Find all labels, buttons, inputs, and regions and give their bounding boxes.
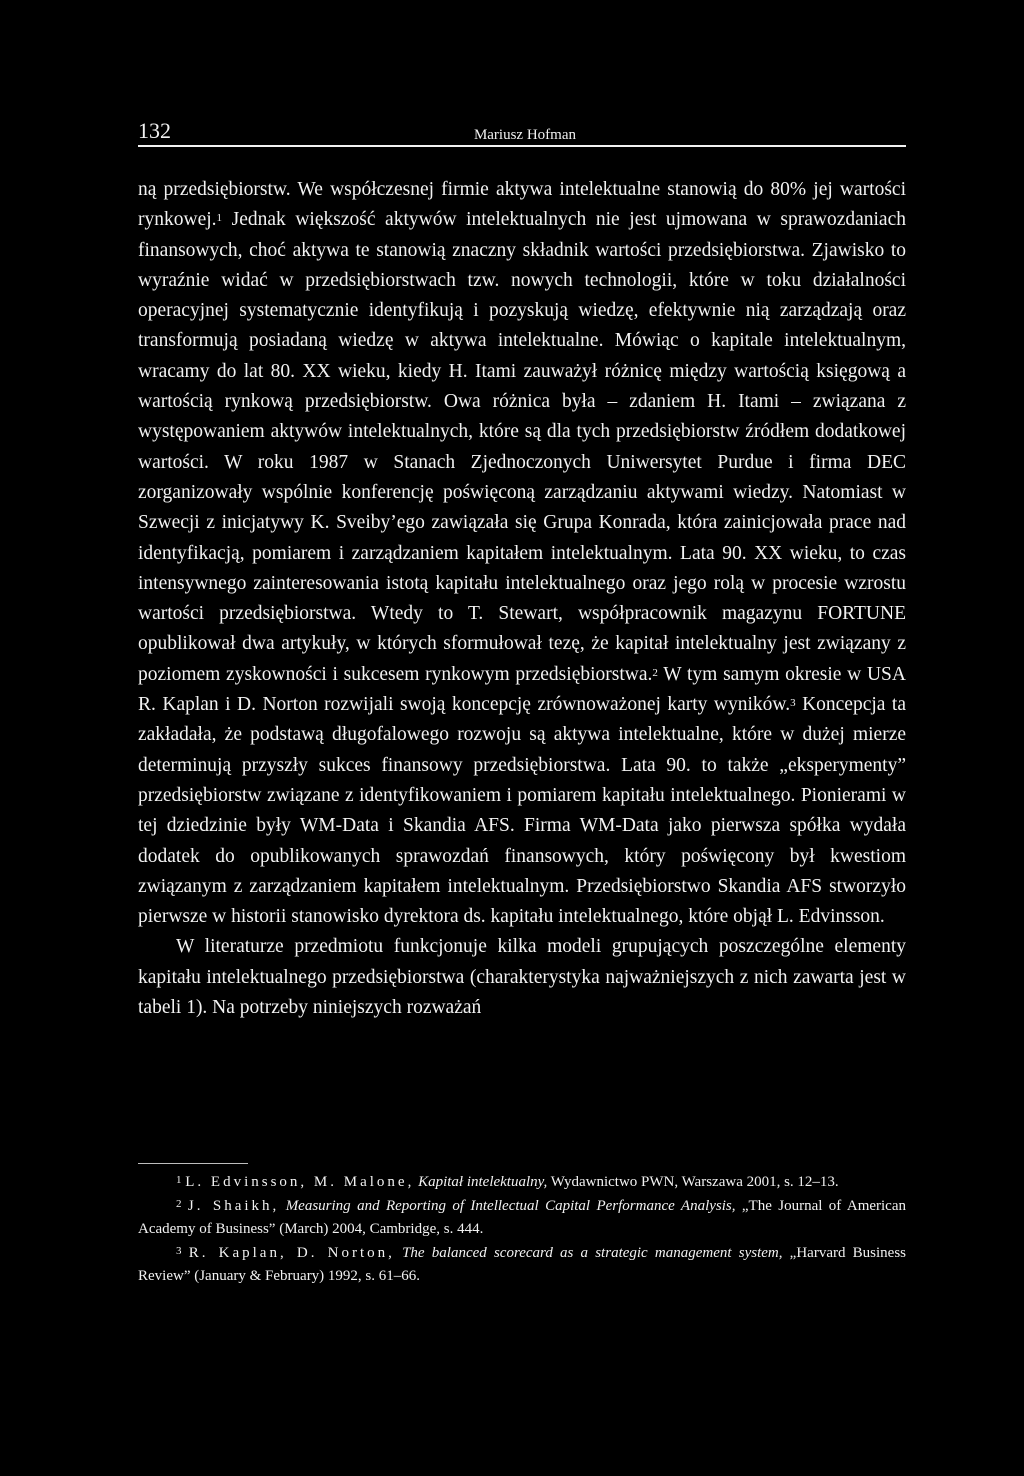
footnote-ref: 3 xyxy=(790,697,796,710)
footnote-separator xyxy=(138,1163,248,1164)
text-run: Koncepcja ta zakładała, że podstawą długofalowego rozwoju są aktywa intelektualne, które w dużej mierze determinują przyszły sukces finansowy przedsiębiorstwa. Lata 90. to także „eksperymenty” przedsiębiorstw związane z identyfikowaniem i pomiarem kapitału intelektualnego. Pionierami w tej dziedzinie były WM-Data i Skandia AFS. Firma WM-Data jako pierwsza spółka wydała dodatek do opublikowanych sprawozdań finansowych, który poświęcony był kwestiom związanym z zarządzaniem kapitałem intelektualnym. Przedsiębiorstwo Skandia AFS stworzyło pierwsze w historii stanowisko dyrektora ds. kapitału intelektualnego, które objął L. Edvinsson. xyxy=(138,694,906,928)
footnote-details: „Harvard Business Review” (January & February) 1992, s. 61–66. xyxy=(138,1244,906,1284)
footnotes xyxy=(138,1171,906,1289)
page-number: 132 xyxy=(138,118,171,143)
footnote-author: R. Kaplan, D. Norton, xyxy=(188,1244,395,1261)
main-text xyxy=(138,175,906,1023)
footnote-details: Wydawnictwo PWN, Warszawa 2001, s. 12–13. xyxy=(547,1174,839,1190)
footnote xyxy=(138,1195,906,1242)
footnote-ref: 2 xyxy=(652,666,658,679)
footnote-title: Kapitał intelektualny, xyxy=(418,1174,548,1190)
header-rule xyxy=(138,145,906,147)
footnote-number: 1 xyxy=(176,1174,182,1186)
running-header xyxy=(138,118,906,148)
running-header-author: Mariusz Hofman xyxy=(473,127,576,143)
footnote-number: 2 xyxy=(176,1197,182,1210)
footnote-title: Measuring and Reporting of Intellectual Capital Performance Analysis, xyxy=(285,1197,736,1214)
footnote-details: „The Journal of American Academy of Business” (March) 2004, Cambridge, s. 444. xyxy=(138,1197,906,1237)
text-run: ną przedsiębiorstw. We współczesnej firmie aktywa intelektualne stanowią do 80% jej wartości rynkowej. xyxy=(138,179,906,231)
text-run: W tym samym okresie w USA R. Kaplan i D. Norton rozwijali swoją koncepcję zrównoważonej karty wyników. xyxy=(138,663,906,716)
footnote-title: The balanced scorecard as a strategic management system, xyxy=(402,1244,783,1261)
footnote xyxy=(138,1242,906,1289)
paragraph: W literaturze przedmiotu funkcjonuje kilka modeli grupujących poszczególne elementy kapitału intelektualnego przedsiębiorstwa (charakterystyka najważniejszych z nich zawarta jest w tabeli 1). Na potrzeby niniejszych rozważań xyxy=(138,936,906,1019)
footnote-author: J. Shaikh, xyxy=(187,1197,280,1214)
paragraph xyxy=(138,175,906,932)
text-run: Jednak większość aktywów intelektualnych nie jest ujmowana w sprawozdaniach finansowych, choć aktywa te stanowią znaczny składnik wartości przedsiębiorstwa. Zjawisko to wyraźnie widać w przedsiębiorstwach tzw. nowych technologii, które w toku działalności operacyjnej systematycznie identyfikują i pozyskują wiedzę, efektywnie nią zarządzają oraz transformują posiadaną wiedzę w aktywa intelektualne. Mówiąc o kapitale intelektualnym, wracamy do lat 80. XX wieku, kiedy H. Itami zauważył różnicę między wartością księgową a wartością rynkową przedsiębiorstw. Owa różnica była – zdaniem H. Itami – związana z występowaniem aktywów intelektualnych, które są dla tych przedsiębiorstw źródłem dodatkowej wartości. W roku 1987 w Stanach Zjednoczonych Uniwersytet Purdue i firma DEC zorganizowały wspólnie konferencję poświęconą zarządzaniu aktywami wiedzy. Natomiast w Szwecji z inicjatywy K. Sveiby’ego zawiązała się Grupa Konrada, która zainicjowała prace nad identyfikacją, pomiarem i zarządzaniem kapitałem intelektualnym. Lata 90. XX wieku, to czas intensywnego zainteresowania istotą kapitału intelektualnego oraz jego rolą w procesie wzrostu wartości przedsiębiorstwa. Wtedy to T. Stewart, współpracownik magazynu FORTUNE opublikował dwa artykuły, w których sformułował tezę, że kapitał intelektualny jest związany z poziomem zyskowności i sukcesem rynkowym przedsiębiorstwa. xyxy=(138,209,906,685)
footnote-author: L. Edvinsson, M. Malone, xyxy=(185,1174,415,1190)
footnote-ref: 1 xyxy=(216,212,223,225)
footnote-number: 3 xyxy=(176,1244,182,1257)
footnote xyxy=(138,1171,906,1195)
